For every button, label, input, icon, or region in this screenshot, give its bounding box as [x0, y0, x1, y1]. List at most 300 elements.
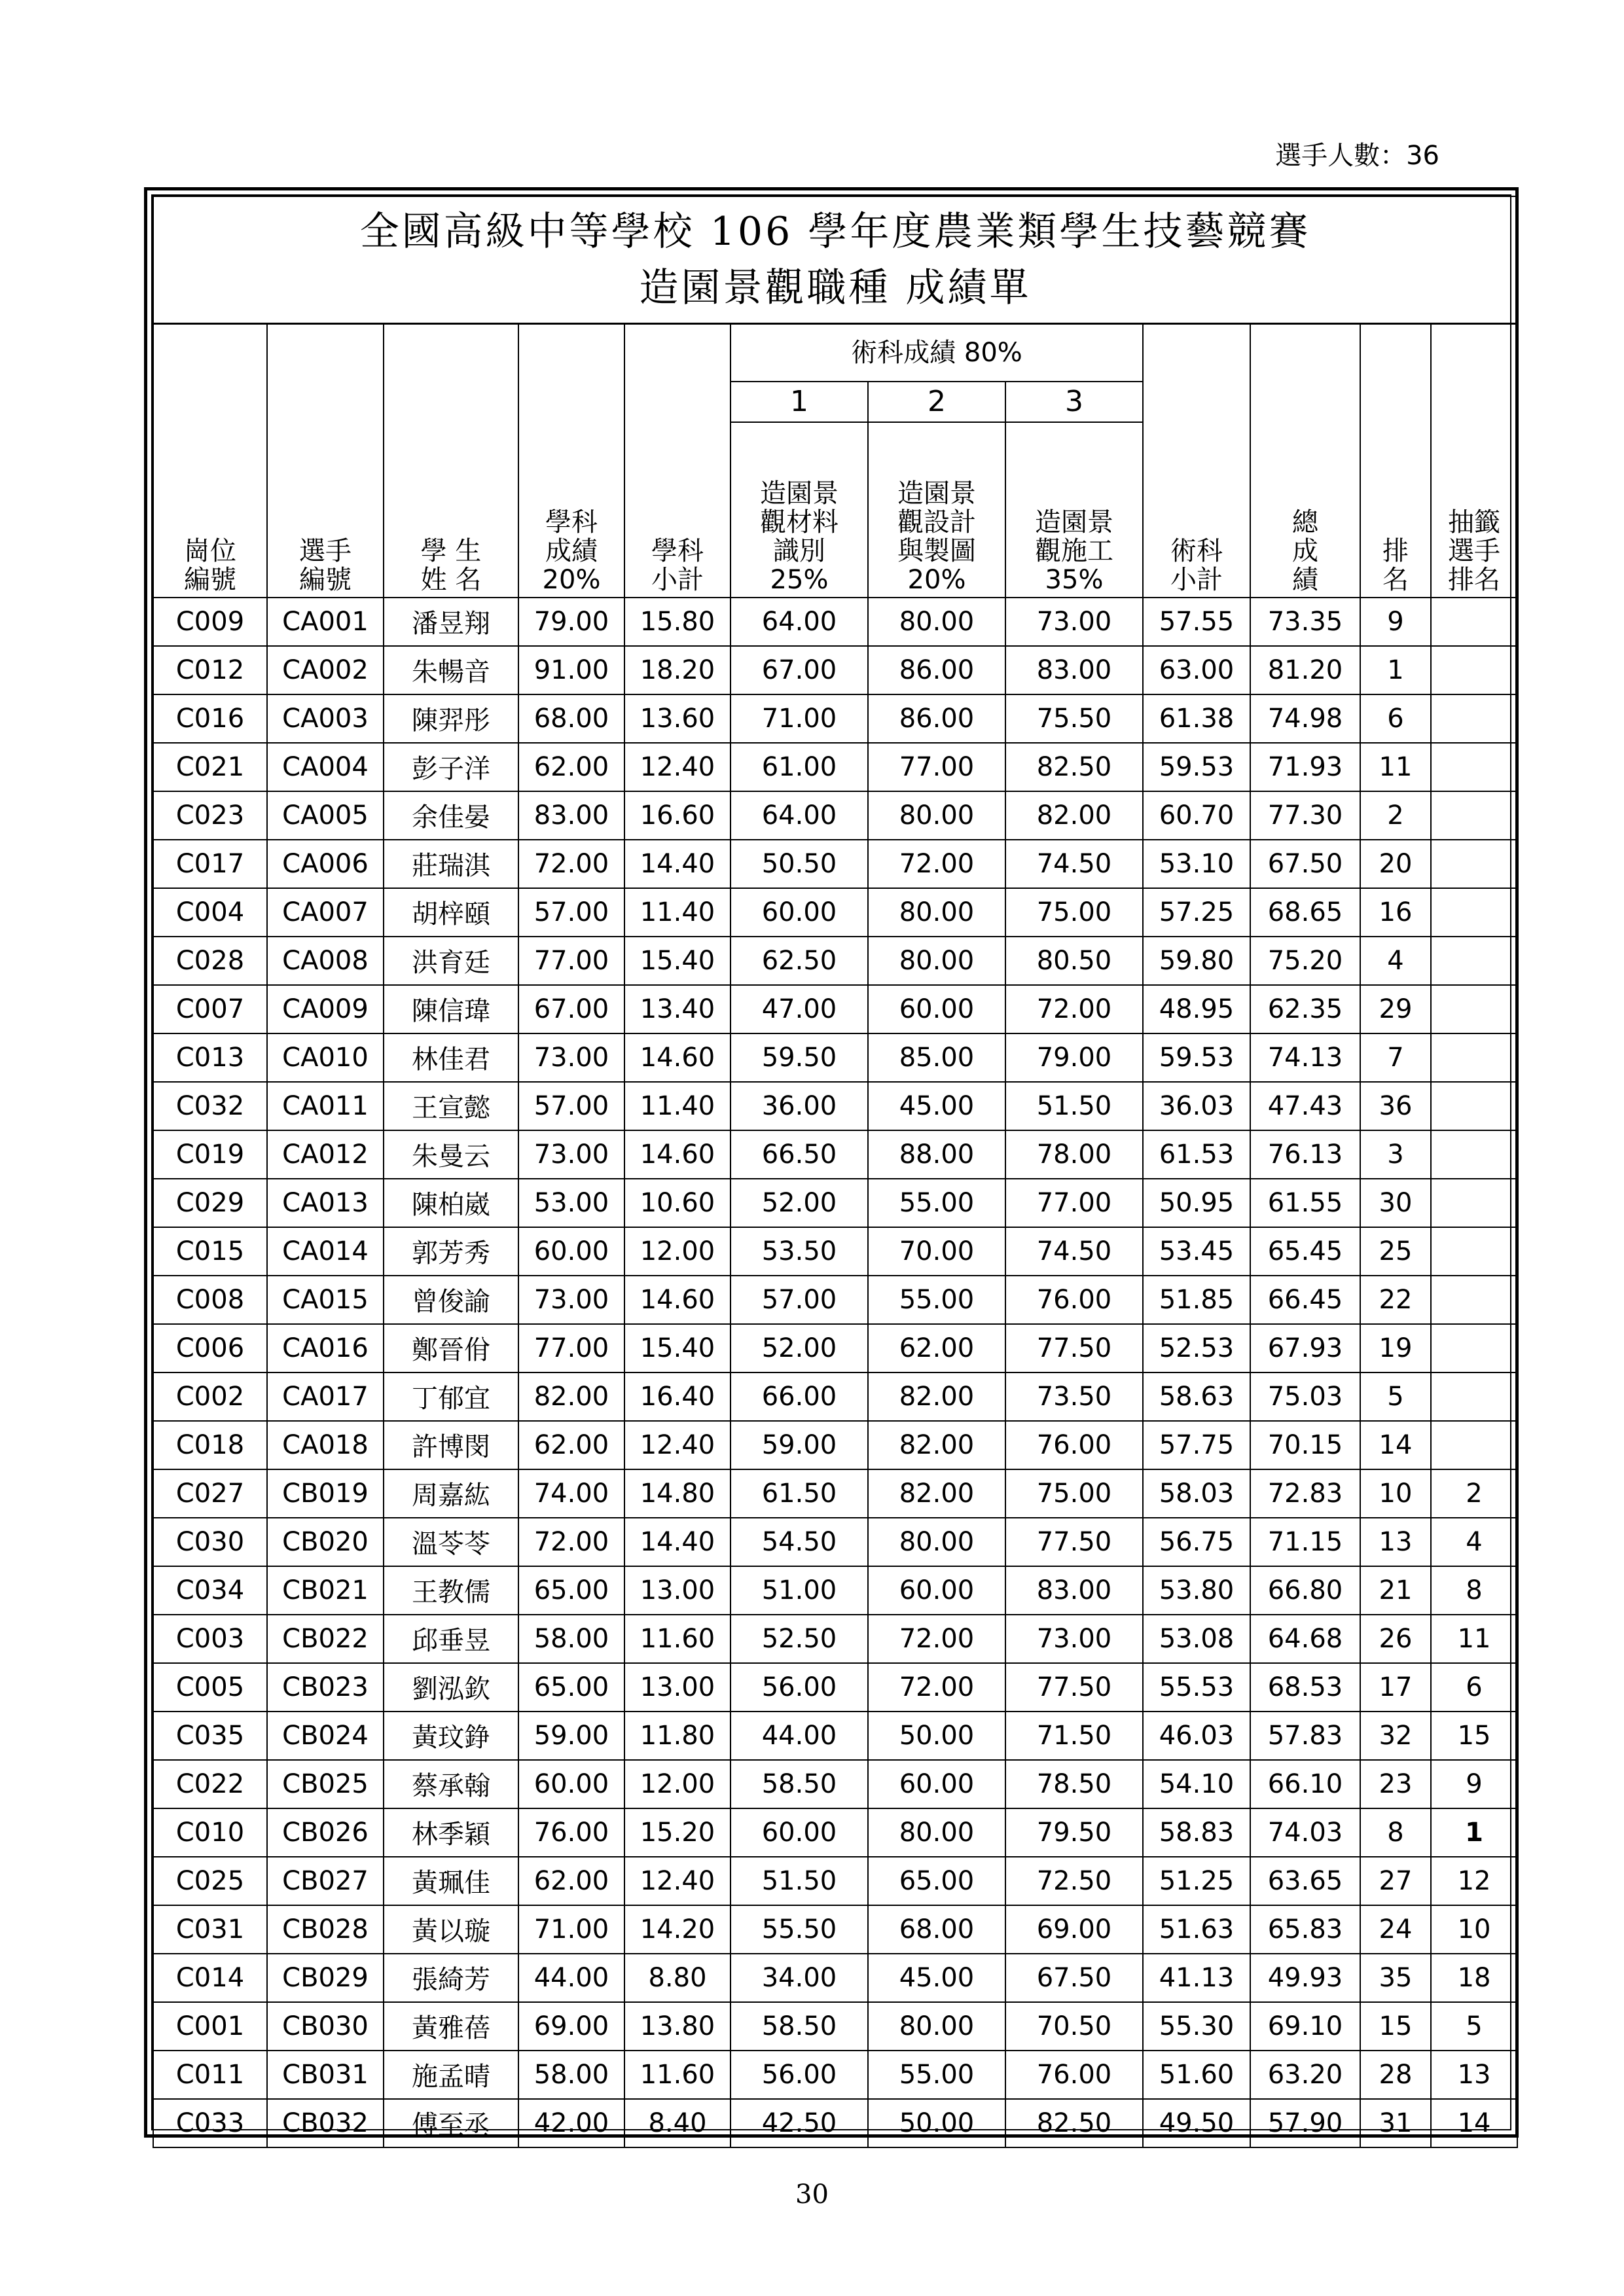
cell-construction-score: 79.00 — [1005, 1033, 1143, 1082]
cell-station-no: C015 — [153, 1227, 267, 1276]
cell-total-score: 70.15 — [1250, 1421, 1360, 1469]
cell-draw-rank: 1 — [1431, 1808, 1517, 1857]
cell-construction-score: 76.00 — [1005, 1421, 1143, 1469]
cell-construction-score: 77.50 — [1005, 1663, 1143, 1712]
cell-player-no: CA003 — [267, 694, 384, 743]
cell-design-score: 70.00 — [868, 1227, 1005, 1276]
cell-player-no: CA014 — [267, 1227, 384, 1276]
cell-player-no: CB030 — [267, 2002, 384, 2051]
cell-player-no: CB028 — [267, 1905, 384, 1954]
cell-academic-score: 72.00 — [518, 1518, 624, 1566]
cell-player-no: CA012 — [267, 1130, 384, 1179]
cell-station-no: C030 — [153, 1518, 267, 1566]
cell-rank: 30 — [1360, 1179, 1431, 1227]
cell-draw-rank — [1431, 1276, 1517, 1324]
cell-design-score: 80.00 — [868, 888, 1005, 937]
cell-player-no: CB021 — [267, 1566, 384, 1615]
cell-academic-score: 65.00 — [518, 1663, 624, 1712]
cell-station-no: C016 — [153, 694, 267, 743]
cell-academic-subtotal: 11.60 — [624, 2051, 731, 2099]
cell-total-score: 71.93 — [1250, 743, 1360, 791]
cell-academic-subtotal: 10.60 — [624, 1179, 731, 1227]
cell-station-no: C021 — [153, 743, 267, 791]
cell-academic-score: 58.00 — [518, 1615, 624, 1663]
cell-academic-score: 71.00 — [518, 1905, 624, 1954]
cell-construction-score: 76.00 — [1005, 1276, 1143, 1324]
cell-rank: 5 — [1360, 1372, 1431, 1421]
cell-student-name: 王教儒 — [384, 1566, 518, 1615]
header-station-no — [153, 324, 267, 598]
cell-station-no: C001 — [153, 2002, 267, 2051]
cell-material-id-score: 50.50 — [731, 840, 868, 888]
table-row — [153, 2099, 1517, 2147]
cell-total-score: 62.35 — [1250, 985, 1360, 1033]
score-sheet-frame — [144, 187, 1519, 2138]
cell-material-id-score: 47.00 — [731, 985, 868, 1033]
cell-station-no: C028 — [153, 937, 267, 985]
cell-rank: 23 — [1360, 1760, 1431, 1808]
cell-student-name: 許博閔 — [384, 1421, 518, 1469]
cell-academic-subtotal: 14.40 — [624, 840, 731, 888]
cell-station-no: C033 — [153, 2099, 267, 2147]
title-line-1: 全國高級中等學校 106 學年度農業類學生技藝競賽 — [359, 209, 1311, 255]
cell-player-no: CA015 — [267, 1276, 384, 1324]
cell-academic-score: 69.00 — [518, 2002, 624, 2051]
header-practical-subtotal — [1143, 324, 1250, 598]
cell-total-score: 76.13 — [1250, 1130, 1360, 1179]
table-row — [153, 1082, 1517, 1130]
cell-practical-subtotal: 53.10 — [1143, 840, 1250, 888]
table-row — [153, 1808, 1517, 1857]
cell-player-no: CB022 — [267, 1615, 384, 1663]
cell-student-name: 邱垂昱 — [384, 1615, 518, 1663]
cell-total-score: 66.80 — [1250, 1566, 1360, 1615]
cell-academic-score: 62.00 — [518, 743, 624, 791]
cell-station-no: C023 — [153, 791, 267, 840]
cell-rank: 3 — [1360, 1130, 1431, 1179]
cell-design-score: 68.00 — [868, 1905, 1005, 1954]
cell-student-name: 溫苓苓 — [384, 1518, 518, 1566]
cell-construction-score: 75.00 — [1005, 1469, 1143, 1518]
cell-practical-subtotal: 36.03 — [1143, 1082, 1250, 1130]
cell-construction-score: 79.50 — [1005, 1808, 1143, 1857]
cell-student-name: 鄭晉佾 — [384, 1324, 518, 1372]
cell-academic-subtotal: 15.80 — [624, 598, 731, 646]
cell-rank: 10 — [1360, 1469, 1431, 1518]
header-practical-num-3: 3 — [1005, 382, 1143, 422]
cell-practical-subtotal: 56.75 — [1143, 1518, 1250, 1566]
cell-station-no: C032 — [153, 1082, 267, 1130]
cell-total-score: 74.13 — [1250, 1033, 1360, 1082]
cell-total-score: 64.68 — [1250, 1615, 1360, 1663]
participant-count: 選手人數：36 — [1275, 141, 1439, 171]
cell-practical-subtotal: 57.55 — [1143, 598, 1250, 646]
cell-construction-score: 69.00 — [1005, 1905, 1143, 1954]
cell-practical-subtotal: 53.45 — [1143, 1227, 1250, 1276]
cell-rank: 14 — [1360, 1421, 1431, 1469]
cell-practical-subtotal: 53.80 — [1143, 1566, 1250, 1615]
cell-draw-rank — [1431, 1082, 1517, 1130]
cell-draw-rank — [1431, 1130, 1517, 1179]
cell-draw-rank: 14 — [1431, 2099, 1517, 2147]
cell-rank: 15 — [1360, 2002, 1431, 2051]
cell-player-no: CA016 — [267, 1324, 384, 1372]
cell-academic-subtotal: 8.80 — [624, 1954, 731, 2002]
cell-design-score: 80.00 — [868, 2002, 1005, 2051]
cell-design-score: 45.00 — [868, 1082, 1005, 1130]
cell-construction-score: 70.50 — [1005, 2002, 1143, 2051]
cell-practical-subtotal: 58.03 — [1143, 1469, 1250, 1518]
table-row — [153, 1857, 1517, 1905]
cell-total-score: 63.65 — [1250, 1857, 1360, 1905]
cell-student-name: 朱曼云 — [384, 1130, 518, 1179]
cell-student-name: 胡梓頤 — [384, 888, 518, 937]
cell-player-no: CB019 — [267, 1469, 384, 1518]
cell-total-score: 69.10 — [1250, 2002, 1360, 2051]
cell-draw-rank — [1431, 1372, 1517, 1421]
cell-practical-subtotal: 55.30 — [1143, 2002, 1250, 2051]
cell-design-score: 45.00 — [868, 1954, 1005, 2002]
cell-construction-score: 77.50 — [1005, 1518, 1143, 1566]
cell-academic-score: 73.00 — [518, 1033, 624, 1082]
cell-design-score: 77.00 — [868, 743, 1005, 791]
cell-practical-subtotal: 57.25 — [1143, 888, 1250, 937]
cell-rank: 20 — [1360, 840, 1431, 888]
header-player-no — [267, 324, 384, 598]
cell-material-id-score: 60.00 — [731, 888, 868, 937]
cell-practical-subtotal: 48.95 — [1143, 985, 1250, 1033]
cell-academic-score: 77.00 — [518, 937, 624, 985]
cell-academic-subtotal: 12.40 — [624, 1857, 731, 1905]
cell-academic-subtotal: 14.40 — [624, 1518, 731, 1566]
cell-rank: 31 — [1360, 2099, 1431, 2147]
cell-total-score: 77.30 — [1250, 791, 1360, 840]
cell-draw-rank — [1431, 1227, 1517, 1276]
cell-construction-score: 51.50 — [1005, 1082, 1143, 1130]
cell-rank: 4 — [1360, 937, 1431, 985]
cell-academic-subtotal: 14.60 — [624, 1276, 731, 1324]
cell-academic-subtotal: 11.80 — [624, 1712, 731, 1760]
cell-practical-subtotal: 59.80 — [1143, 937, 1250, 985]
cell-academic-subtotal: 11.60 — [624, 1615, 731, 1663]
cell-academic-subtotal: 12.40 — [624, 1421, 731, 1469]
cell-academic-score: 59.00 — [518, 1712, 624, 1760]
cell-draw-rank: 12 — [1431, 1857, 1517, 1905]
cell-practical-subtotal: 41.13 — [1143, 1954, 1250, 2002]
cell-construction-score: 82.00 — [1005, 791, 1143, 840]
cell-student-name: 周嘉紘 — [384, 1469, 518, 1518]
table-row — [153, 694, 1517, 743]
header-label: 抽籤 選手 排名 — [1448, 507, 1501, 595]
table-row — [153, 743, 1517, 791]
cell-station-no: C019 — [153, 1130, 267, 1179]
cell-academic-score: 76.00 — [518, 1808, 624, 1857]
cell-draw-rank — [1431, 1033, 1517, 1082]
cell-practical-subtotal: 50.95 — [1143, 1179, 1250, 1227]
cell-student-name: 彭子洋 — [384, 743, 518, 791]
cell-total-score: 68.65 — [1250, 888, 1360, 937]
cell-station-no: C002 — [153, 1372, 267, 1421]
cell-material-id-score: 60.00 — [731, 1808, 868, 1857]
cell-academic-score: 73.00 — [518, 1130, 624, 1179]
cell-academic-subtotal: 13.60 — [624, 694, 731, 743]
cell-material-id-score: 34.00 — [731, 1954, 868, 2002]
table-row — [153, 1324, 1517, 1372]
header-label: 術科 小計 — [1170, 535, 1223, 595]
cell-rank: 16 — [1360, 888, 1431, 937]
cell-student-name: 郭芳秀 — [384, 1227, 518, 1276]
cell-academic-subtotal: 12.40 — [624, 743, 731, 791]
header-practical-item-3 — [1005, 422, 1143, 598]
cell-academic-subtotal: 8.40 — [624, 2099, 731, 2147]
cell-player-no: CA013 — [267, 1179, 384, 1227]
cell-academic-score: 42.00 — [518, 2099, 624, 2147]
cell-material-id-score: 61.00 — [731, 743, 868, 791]
table-row — [153, 646, 1517, 694]
cell-draw-rank — [1431, 646, 1517, 694]
cell-draw-rank: 11 — [1431, 1615, 1517, 1663]
table-row — [153, 791, 1517, 840]
cell-practical-subtotal: 51.85 — [1143, 1276, 1250, 1324]
cell-draw-rank: 9 — [1431, 1760, 1517, 1808]
cell-student-name: 余佳晏 — [384, 791, 518, 840]
cell-practical-subtotal: 51.25 — [1143, 1857, 1250, 1905]
cell-academic-subtotal: 15.40 — [624, 937, 731, 985]
cell-station-no: C031 — [153, 1905, 267, 1954]
cell-draw-rank: 15 — [1431, 1712, 1517, 1760]
cell-material-id-score: 52.50 — [731, 1615, 868, 1663]
header-label: 崗位 編號 — [184, 535, 236, 595]
cell-construction-score: 78.00 — [1005, 1130, 1143, 1179]
cell-academic-score: 77.00 — [518, 1324, 624, 1372]
cell-total-score: 65.83 — [1250, 1905, 1360, 1954]
cell-total-score: 47.43 — [1250, 1082, 1360, 1130]
header-label: 總 成 績 — [1292, 507, 1318, 595]
table-row — [153, 1615, 1517, 1663]
cell-design-score: 55.00 — [868, 1179, 1005, 1227]
header-practical-item-1 — [731, 422, 868, 598]
cell-player-no: CA008 — [267, 937, 384, 985]
cell-construction-score: 83.00 — [1005, 1566, 1143, 1615]
cell-practical-subtotal: 58.63 — [1143, 1372, 1250, 1421]
cell-player-no: CB032 — [267, 2099, 384, 2147]
cell-draw-rank: 6 — [1431, 1663, 1517, 1712]
cell-player-no: CA018 — [267, 1421, 384, 1469]
score-sheet-inner-frame — [151, 194, 1511, 2140]
cell-rank: 11 — [1360, 743, 1431, 791]
cell-academic-score: 60.00 — [518, 1760, 624, 1808]
cell-practical-subtotal: 61.53 — [1143, 1130, 1250, 1179]
header-label: 排 名 — [1382, 535, 1409, 595]
cell-station-no: C029 — [153, 1179, 267, 1227]
cell-station-no: C017 — [153, 840, 267, 888]
cell-rank: 2 — [1360, 791, 1431, 840]
table-row — [153, 2002, 1517, 2051]
table-row — [153, 1469, 1517, 1518]
cell-construction-score: 83.00 — [1005, 646, 1143, 694]
cell-practical-subtotal: 57.75 — [1143, 1421, 1250, 1469]
cell-academic-subtotal: 14.20 — [624, 1905, 731, 1954]
cell-rank: 28 — [1360, 2051, 1431, 2099]
cell-student-name: 張綺芳 — [384, 1954, 518, 2002]
table-row — [153, 937, 1517, 985]
cell-material-id-score: 59.00 — [731, 1421, 868, 1469]
cell-total-score: 66.10 — [1250, 1760, 1360, 1808]
cell-academic-score: 72.00 — [518, 840, 624, 888]
header-academic-score — [518, 324, 624, 598]
cell-player-no: CB029 — [267, 1954, 384, 2002]
cell-draw-rank — [1431, 888, 1517, 937]
cell-design-score: 72.00 — [868, 1615, 1005, 1663]
cell-construction-score: 78.50 — [1005, 1760, 1143, 1808]
cell-design-score: 82.00 — [868, 1469, 1005, 1518]
cell-student-name: 黃珮佳 — [384, 1857, 518, 1905]
cell-design-score: 55.00 — [868, 1276, 1005, 1324]
cell-academic-score: 60.00 — [518, 1227, 624, 1276]
cell-design-score: 80.00 — [868, 1808, 1005, 1857]
cell-station-no: C008 — [153, 1276, 267, 1324]
cell-total-score: 72.83 — [1250, 1469, 1360, 1518]
cell-practical-subtotal: 46.03 — [1143, 1712, 1250, 1760]
cell-construction-score: 76.00 — [1005, 2051, 1143, 2099]
cell-player-no: CB026 — [267, 1808, 384, 1857]
cell-total-score: 75.20 — [1250, 937, 1360, 985]
cell-practical-subtotal: 63.00 — [1143, 646, 1250, 694]
cell-academic-score: 73.00 — [518, 1276, 624, 1324]
cell-construction-score: 80.50 — [1005, 937, 1143, 985]
header-label: 造園景 觀設計 與製圖 20% — [897, 478, 976, 595]
cell-material-id-score: 56.00 — [731, 1663, 868, 1712]
table-row — [153, 1518, 1517, 1566]
cell-station-no: C003 — [153, 1615, 267, 1663]
cell-draw-rank: 5 — [1431, 2002, 1517, 2051]
cell-draw-rank: 8 — [1431, 1566, 1517, 1615]
cell-draw-rank: 13 — [1431, 2051, 1517, 2099]
cell-player-no: CB025 — [267, 1760, 384, 1808]
cell-design-score: 65.00 — [868, 1857, 1005, 1905]
table-row — [153, 985, 1517, 1033]
cell-academic-subtotal: 12.00 — [624, 1227, 731, 1276]
table-row — [153, 1905, 1517, 1954]
cell-student-name: 陳信瑋 — [384, 985, 518, 1033]
header-label: 學科 小計 — [651, 535, 704, 595]
cell-student-name: 陳柏崴 — [384, 1179, 518, 1227]
page-number: 30 — [795, 2179, 829, 2210]
cell-student-name: 黃玟錚 — [384, 1712, 518, 1760]
cell-rank: 17 — [1360, 1663, 1431, 1712]
table-row — [153, 1663, 1517, 1712]
cell-draw-rank — [1431, 694, 1517, 743]
cell-total-score: 74.03 — [1250, 1808, 1360, 1857]
cell-draw-rank — [1431, 743, 1517, 791]
cell-material-id-score: 62.50 — [731, 937, 868, 985]
cell-rank: 19 — [1360, 1324, 1431, 1372]
cell-rank: 6 — [1360, 694, 1431, 743]
cell-total-score: 67.50 — [1250, 840, 1360, 888]
cell-total-score: 49.93 — [1250, 1954, 1360, 2002]
cell-construction-score: 73.00 — [1005, 1615, 1143, 1663]
cell-material-id-score: 53.50 — [731, 1227, 868, 1276]
cell-student-name: 傅至丞 — [384, 2099, 518, 2147]
cell-player-no: CA009 — [267, 985, 384, 1033]
cell-rank: 27 — [1360, 1857, 1431, 1905]
header-draw-rank — [1431, 324, 1517, 598]
cell-total-score: 73.35 — [1250, 598, 1360, 646]
cell-academic-subtotal: 13.80 — [624, 2002, 731, 2051]
cell-material-id-score: 54.50 — [731, 1518, 868, 1566]
cell-total-score: 81.20 — [1250, 646, 1360, 694]
cell-practical-subtotal: 55.53 — [1143, 1663, 1250, 1712]
cell-academic-subtotal: 16.60 — [624, 791, 731, 840]
cell-construction-score: 71.50 — [1005, 1712, 1143, 1760]
cell-station-no: C004 — [153, 888, 267, 937]
cell-player-no: CA007 — [267, 888, 384, 937]
cell-academic-score: 57.00 — [518, 1082, 624, 1130]
cell-student-name: 朱暢音 — [384, 646, 518, 694]
cell-academic-score: 91.00 — [518, 646, 624, 694]
cell-player-no: CA002 — [267, 646, 384, 694]
cell-station-no: C035 — [153, 1712, 267, 1760]
cell-player-no: CA017 — [267, 1372, 384, 1421]
cell-rank: 21 — [1360, 1566, 1431, 1615]
cell-construction-score: 82.50 — [1005, 2099, 1143, 2147]
cell-station-no: C009 — [153, 598, 267, 646]
cell-academic-subtotal: 16.40 — [624, 1372, 731, 1421]
table-row — [153, 598, 1517, 646]
cell-station-no: C007 — [153, 985, 267, 1033]
cell-draw-rank: 4 — [1431, 1518, 1517, 1566]
cell-design-score: 86.00 — [868, 646, 1005, 694]
cell-academic-score: 67.00 — [518, 985, 624, 1033]
cell-student-name: 黃以璇 — [384, 1905, 518, 1954]
cell-design-score: 62.00 — [868, 1324, 1005, 1372]
cell-material-id-score: 51.00 — [731, 1566, 868, 1615]
cell-draw-rank: 2 — [1431, 1469, 1517, 1518]
cell-station-no: C022 — [153, 1760, 267, 1808]
cell-practical-subtotal: 53.08 — [1143, 1615, 1250, 1663]
cell-design-score: 86.00 — [868, 694, 1005, 743]
cell-academic-score: 57.00 — [518, 888, 624, 937]
table-row — [153, 1179, 1517, 1227]
cell-rank: 36 — [1360, 1082, 1431, 1130]
cell-academic-subtotal: 15.40 — [624, 1324, 731, 1372]
cell-station-no: C012 — [153, 646, 267, 694]
cell-station-no: C034 — [153, 1566, 267, 1615]
cell-total-score: 65.45 — [1250, 1227, 1360, 1276]
table-row — [153, 1760, 1517, 1808]
cell-practical-subtotal: 54.10 — [1143, 1760, 1250, 1808]
cell-student-name: 黃雅蓓 — [384, 2002, 518, 2051]
table-row — [153, 1566, 1517, 1615]
cell-construction-score: 75.50 — [1005, 694, 1143, 743]
cell-total-score: 71.15 — [1250, 1518, 1360, 1566]
header-label: 造園景 觀材料 識別 25% — [760, 478, 839, 595]
cell-construction-score: 67.50 — [1005, 1954, 1143, 2002]
table-row — [153, 1130, 1517, 1179]
cell-practical-subtotal: 52.53 — [1143, 1324, 1250, 1372]
cell-material-id-score: 71.00 — [731, 694, 868, 743]
cell-student-name: 林佳君 — [384, 1033, 518, 1082]
cell-student-name: 曾俊諭 — [384, 1276, 518, 1324]
cell-player-no: CA001 — [267, 598, 384, 646]
cell-construction-score: 73.00 — [1005, 598, 1143, 646]
cell-station-no: C013 — [153, 1033, 267, 1082]
cell-academic-subtotal: 11.40 — [624, 1082, 731, 1130]
cell-academic-subtotal: 13.40 — [624, 985, 731, 1033]
cell-practical-subtotal: 51.60 — [1143, 2051, 1250, 2099]
cell-player-no: CB031 — [267, 2051, 384, 2099]
cell-academic-subtotal: 14.60 — [624, 1033, 731, 1082]
